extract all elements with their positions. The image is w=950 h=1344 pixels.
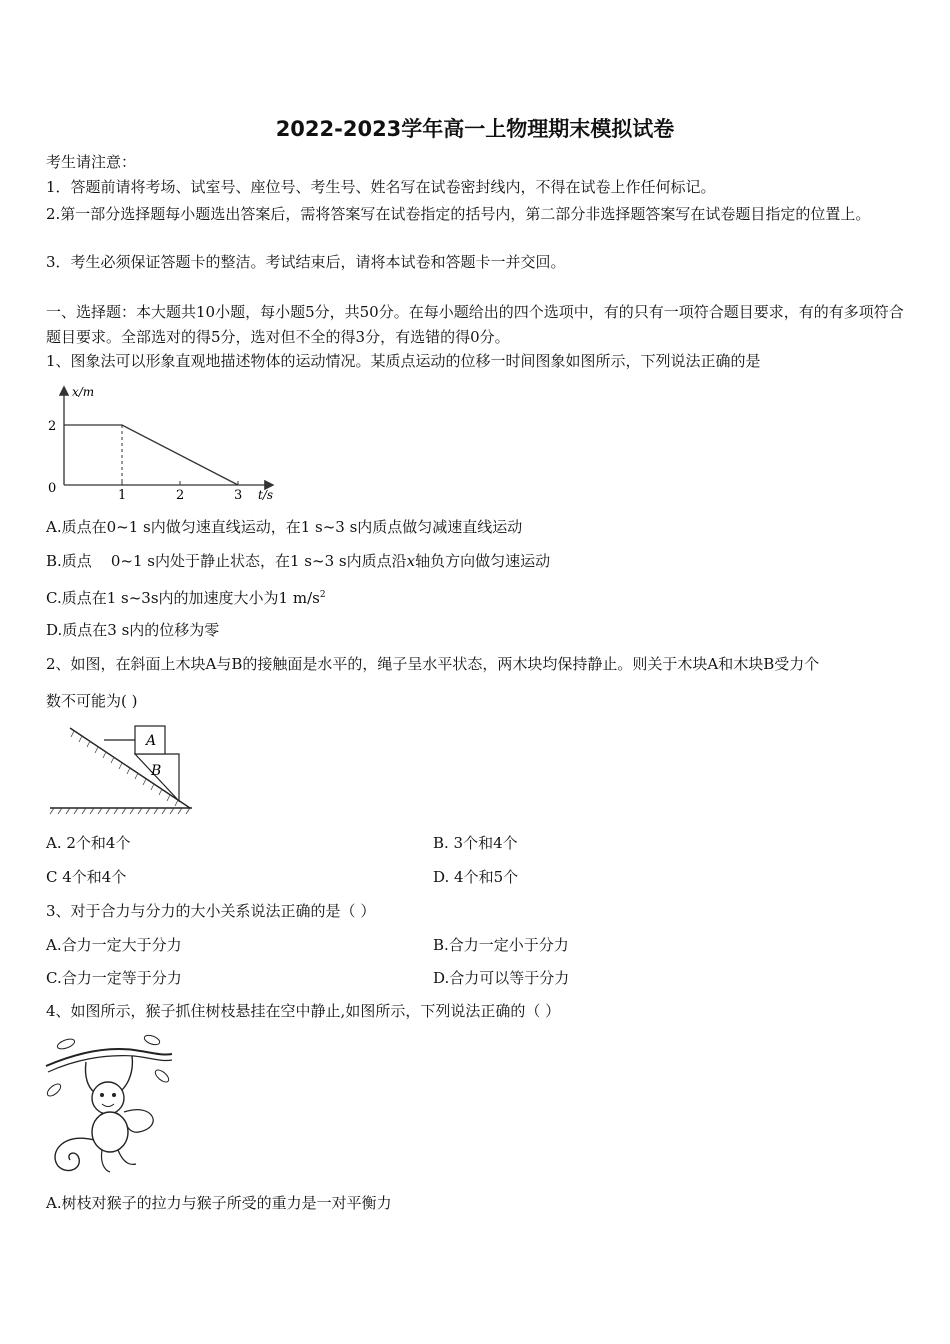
question-3-stem: 3、对于合力与分力的大小关系说法正确的是（ ） xyxy=(46,902,376,920)
q3-option-b: B.合力一定小于分力 xyxy=(433,936,569,954)
q1-option-b-part3: 轴负方向做匀速运动 xyxy=(415,552,551,570)
x-tick-label: 2 xyxy=(176,488,185,503)
q4-option-a: A.树枝对猴子的拉力与猴子所受的重力是一对平衡力 xyxy=(46,1194,392,1212)
displacement-time-chart xyxy=(40,380,290,505)
incline-blocks-figure xyxy=(44,720,199,820)
question-1-stem: 1、图象法可以形象直观地描述物体的运动情况。某质点运动的位移一时间图象如图所示，下列说法正确的是 xyxy=(46,352,761,370)
q2-option-d: D. 4个和5个 xyxy=(433,868,519,886)
branch xyxy=(46,1049,172,1066)
leaf-icon xyxy=(56,1037,76,1051)
y-tick-label: 2 xyxy=(48,419,57,434)
monkey-branch-figure xyxy=(44,1032,174,1177)
page-title: 2022-2023学年高一上物理期末模拟试卷 xyxy=(275,117,675,141)
q1-option-b-part1: B.质点 xyxy=(46,552,97,570)
x-axis-label: t/s xyxy=(258,488,274,502)
q1-option-d: D.质点在3 s内的位移为零 xyxy=(46,621,220,639)
monkey-arm-left xyxy=(85,1062,94,1092)
q2-option-c: C 4个和4个 xyxy=(46,868,127,886)
block-a-label: A xyxy=(146,733,157,749)
q2-option-a: A. 2个和4个 xyxy=(46,834,131,852)
q3-option-d: D.合力可以等于分力 xyxy=(433,969,570,987)
origin-label: 0 xyxy=(48,481,57,496)
q1-option-a: A.质点在0~1 s内做匀速直线运动，在1 s~3 s内质点做匀减速直线运动 xyxy=(46,518,523,536)
notice-heading: 考生请注意： xyxy=(46,153,137,171)
monkey-body xyxy=(92,1112,128,1152)
notice-item-1: 1．答题前请将考场、试室号、座位号、考生号、姓名写在试卷密封线内，不得在试卷上作任何标记。 xyxy=(46,178,716,196)
y-axis-label: x/m xyxy=(72,385,95,399)
notice-item-3: 3．考生必须保证答题卡的整洁。考试结束后，请将本试卷和答题卡一并交回。 xyxy=(46,253,566,271)
q2-option-b: B. 3个和4个 xyxy=(433,834,518,852)
block-b-label: B xyxy=(151,763,162,779)
x-tick-label: 1 xyxy=(118,488,127,503)
section-instructions: 一、选择题：本大题共10小题，每小题5分，共50分。在每小题给出的四个选项中，有的只有一项符合题目要求，有的有多项符合题目要求。全部选对的得5分，选对但不全的得3分，有选错的得0分。 xyxy=(46,303,904,346)
x-tick-label: 3 xyxy=(234,488,243,503)
notice-item-2: 2.第一部分选择题每小题选出答案后，需将答案写在试卷指定的括号内，第二部分非选择题答案写在试卷题目指定的位置上。 xyxy=(46,205,871,223)
monkey-tail xyxy=(55,1138,94,1170)
series-line xyxy=(64,425,238,485)
monkey-head xyxy=(92,1082,124,1114)
q3-option-c: C.合力一定等于分力 xyxy=(46,969,182,987)
question-2-stem: 2、如图，在斜面上木块A与B的接触面是水平的，绳子呈水平状态，两木块均保持静止。则关于木块A和木块B受力个 xyxy=(46,655,820,673)
q1-option-c xyxy=(46,584,916,609)
q1-option-c-text: C.质点在1 s~3s内的加速度大小为1 m/s xyxy=(46,589,320,607)
q1-option-c-sup: 2 xyxy=(319,590,326,600)
q3-option-a: A.合力一定大于分力 xyxy=(46,936,182,954)
q1-option-b-var: x xyxy=(406,552,416,570)
q1-option-b-part2: 0~1 s内处于静止状态，在1 s~3 s内质点沿 xyxy=(110,552,407,570)
q1-option-b xyxy=(46,550,916,572)
question-2-stem-continued: 数不可能为( ) xyxy=(46,692,138,710)
question-4-stem: 4、如图所示，猴子抓住树枝悬挂在空中静止,如图所示，下列说法正确的（ ） xyxy=(46,1002,561,1020)
monkey-arm-right xyxy=(122,1056,132,1090)
